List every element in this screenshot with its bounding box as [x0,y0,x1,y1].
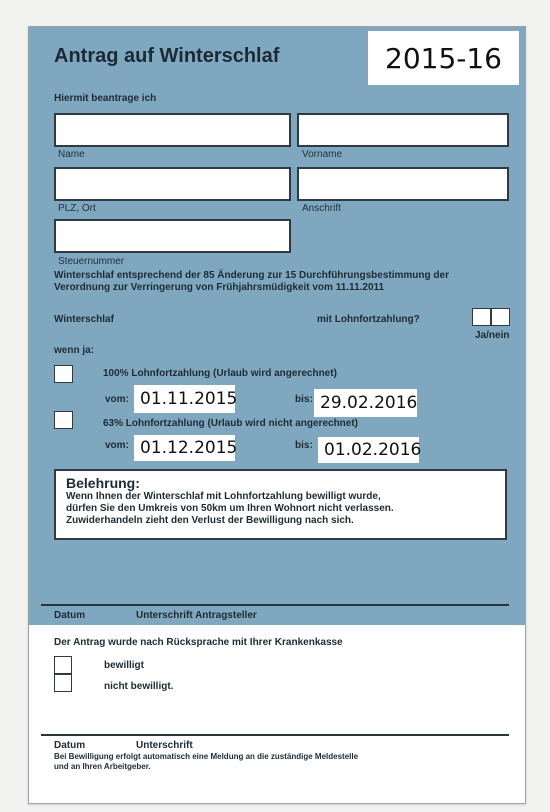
lohnfortzahlung-question: mit Lohnfortzahlung? [317,314,420,325]
signature-line-1 [41,604,509,606]
option-63-bis-date[interactable]: 01.02.2016 [318,437,419,463]
sign1-datum-label: Datum [54,610,86,621]
form-blue-section [29,27,525,625]
option-100-bis-label: bis: [295,394,313,405]
sign2-unterschrift-label: Unterschrift [136,740,193,751]
option-63-bis-label: bis: [295,440,313,451]
nicht-bewilligt-label: nicht bewilligt. [104,681,174,692]
nicht-bewilligt-checkbox[interactable] [54,674,72,692]
option-63-checkbox[interactable] [54,411,73,429]
plz-ort-field[interactable] [54,167,291,201]
bewilligt-label: bewilligt [104,660,144,671]
winterschlaf-label: Winterschlaf [54,314,114,325]
ja-nein-label: Ja/nein [475,330,510,341]
belehrung-line-2: dürfen Sie den Umkreis von 50km um Ihren Wohnort nicht verlassen. [66,503,394,514]
sign2-datum-label: Datum [54,740,86,751]
option-63-label: 63% Lohnfortzahlung (Urlaub wird nicht angerechnet) [103,418,359,429]
ja-checkbox[interactable] [472,308,491,326]
intro-text: Hiermit beantrage ich [54,93,157,104]
vorname-field[interactable] [297,113,509,147]
belehrung-line-3: Zuwiderhandeln zieht den Verlust der Bewilligung nach sich. [66,515,354,526]
option-100-label: 100% Lohnfortzahlung (Urlaub wird angerechnet) [103,368,337,379]
option-63-vom-date[interactable]: 01.12.2015 [134,435,235,461]
option-100-vom-date[interactable]: 01.11.2015 [134,385,235,413]
steuernummer-label: Steuernummer [58,256,125,267]
footer-line-1: Bei Bewilligung erfolgt automatisch eine Meldung an die zuständige Meldestelle [54,752,359,761]
anschrift-field[interactable] [297,167,509,201]
nein-checkbox[interactable] [491,308,510,326]
form-title: Antrag auf Winterschlaf [54,45,280,67]
plz-ort-label: PLZ, Ort [58,203,96,214]
belehrung-heading: Belehrung: [66,475,140,491]
belehrung-box [54,469,507,540]
signature-line-2 [41,734,509,736]
review-text: Der Antrag wurde nach Rücksprache mit Ihrer Krankenkasse [54,637,343,648]
footer-line-2: und an Ihren Arbeitgeber. [54,762,151,771]
option-100-bis-date[interactable]: 29.02.2016 [314,389,417,417]
statement-line-2: Verordnung zur Verringerung von Frühjahrsmüdigkeit vom 11.11.2011 [54,282,385,293]
sign1-unterschrift-label: Unterschrift Antragsteller [136,610,257,621]
year-label: 2015-16 [368,31,519,85]
statement-line-1: Winterschlaf entsprechend der 85 Änderung zur 15 Durchführungsbestimmung der [54,270,449,281]
option-63-vom-label: vom: [105,440,129,451]
belehrung-line-1: Wenn Ihnen der Winterschlaf mit Lohnfortzahlung bewilligt wurde, [66,491,381,502]
option-100-checkbox[interactable] [54,365,73,383]
vorname-label: Vorname [302,149,343,160]
name-label: Name [58,149,85,160]
anschrift-label: Anschrift [302,203,341,214]
option-100-vom-label: vom: [105,394,129,405]
wenn-ja-label: wenn ja: [54,345,95,356]
form-sheet [28,26,526,804]
bewilligt-checkbox[interactable] [54,656,72,674]
name-field[interactable] [54,113,291,147]
steuernummer-field[interactable] [54,219,291,253]
